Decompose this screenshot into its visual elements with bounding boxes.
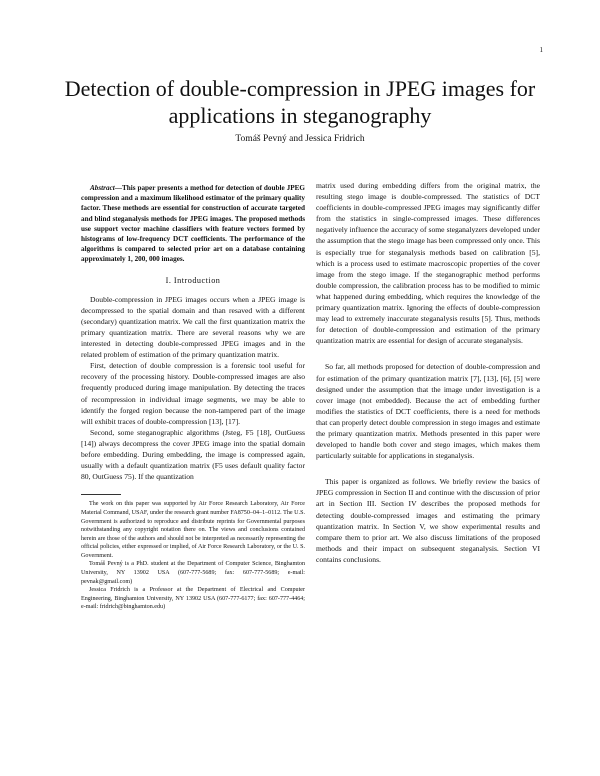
page-number: 1	[539, 46, 543, 54]
footnotes	[81, 500, 305, 612]
paragraph: This paper is organized as follows. We briefly review the basics of JPEG compression in Section II and continue with the discussion of prior art in Section III. Section IV describes the proposed methods for detecting double-compressed images and estimating the primary quantization matrix. In Section V, we show experimental results and compare them to prior art. We also discuss limitations of the proposed methods and their impact on subsequent steganalysis. Section VI contains conclusions.	[316, 477, 540, 564]
paragraph: Second, some steganographic algorithms (Jsteg, F5 [18], OutGuess [14]) always decompress the cover JPEG image into the spatial domain before embedding. During embedding, the image is compressed again, usually with a default quantization matrix (F5 uses default quality factor 80, OutGuess 75). If the quantization	[81, 427, 305, 482]
abstract	[81, 183, 305, 265]
footnote: Jessica Fridrich is a Professor at the Department of Electrical and Computer Engineering, Binghamton University, NY 13902 USA (607-777-6177; fax: 607-777-4464; e-mail: fridrich@binghamton.edu)	[81, 587, 305, 611]
section-heading-introduction: I. Introduction	[165, 275, 221, 285]
abstract-lead: Abstract	[90, 184, 115, 192]
footnote-rule	[81, 494, 121, 495]
paragraph: Double-compression in JPEG images occurs when a JPEG image is decompressed to the spatial domain and than resaved with a different (secondary) quantization matrix. We call the first quantization matrix the primary quantization matrix. There are several reasons why we are interested in detecting double-compressed JPEG images and in the related problem of estimation of the primary quantization matrix.	[81, 294, 305, 360]
footnote: Tomáš Pevný is a PhD. student at the Department of Computer Science, Binghamton University, NY 13902 USA (607-777-5689; fax: 607-777-5689; e-mail: pevnak@gmail.com)	[81, 561, 305, 585]
paper-authors: Tomáš Pevný and Jessica Fridrich	[235, 134, 365, 144]
right-column	[316, 180, 540, 565]
paragraph: matrix used during embedding differs from the original matrix, the resulting stego image is double-compressed. The statistics of DCT coefficients in double-compressed JPEG images may significantly differ from the statistics in single-compressed images. These differences negatively influence the accuracy of some steganalyzers developed under the assumption that the stego image has been compressed only once. This is especially true for steganalysis methods based on calibration [5], which is a process used to estimate macroscopic properties of the cover image from the stego image. If the steganographic method performs double compression, the calibration process has to be modified to mimic what happened during embedding, which requires the knowledge of the primary quantization matrix. Ignoring the effects of double-compression may lead to extremely inaccurate steganalysis results [5]. Thus, methods for detection of double-compression and estimation of the primary quantization matrix are essential for design of accurate steganalysis.	[316, 181, 540, 346]
paragraph: So far, all methods proposed for detection of double-compression and for estimation of the primary quantization matrix [7], [13], [6], [5] were designed under the assumption that the image under investigation is a cover image (not embedded). Because the act of embedding further modifies the statistics of DCT coefficients, there is a need for methods that can properly detect double compression in stego images and estimate the primary quantization matrix. Methods presented in this paper were developed to handle both cover and stego images, which makes them particularly suitable for applications in steganalysis.	[316, 362, 540, 461]
paper-title: Detection of double-compression in JPEG images for applications in steganography	[64, 76, 536, 128]
footnote: The work on this paper was supported by Air Force Research Laboratory, Air Force Material Command, USAF, under the research grant number FA8750–04–1–0112. The U.S. Government is authorized to reproduce and distribute reprints for Governmental purposes notwithstanding any copyright notation there on. The views and conclusions contained herein are those of the authors and should not be interpreted as necessarily representing the official policies, either expressed or implied, of Air Force Research Laboratory, or the U. S. Government.	[81, 501, 305, 559]
abstract-text: —This paper presents a method for detection of double JPEG compression and a maximum likelihood estimator of the primary quality factor. These methods are essential for construction of accurate targeted and blind steganalysis methods for JPEG images. The proposed methods use support vector machine classifiers with feature vectors formed by histograms of low-frequency DCT coefficients. The performance of the algorithms is compared to selected prior art on a database containing approximately 1, 200, 000 images.	[81, 184, 305, 264]
left-column	[81, 183, 305, 612]
paragraph: First, detection of double compression is a forensic tool useful for recovery of the processing history. Double-compressed images are also frequently produced during image manipulation. By detecting the traces of recompression in individual image segments, we may be able to identify the forged region because the non-tampered part of the image will exhibit traces of double-compression [13], [17].	[81, 361, 305, 426]
